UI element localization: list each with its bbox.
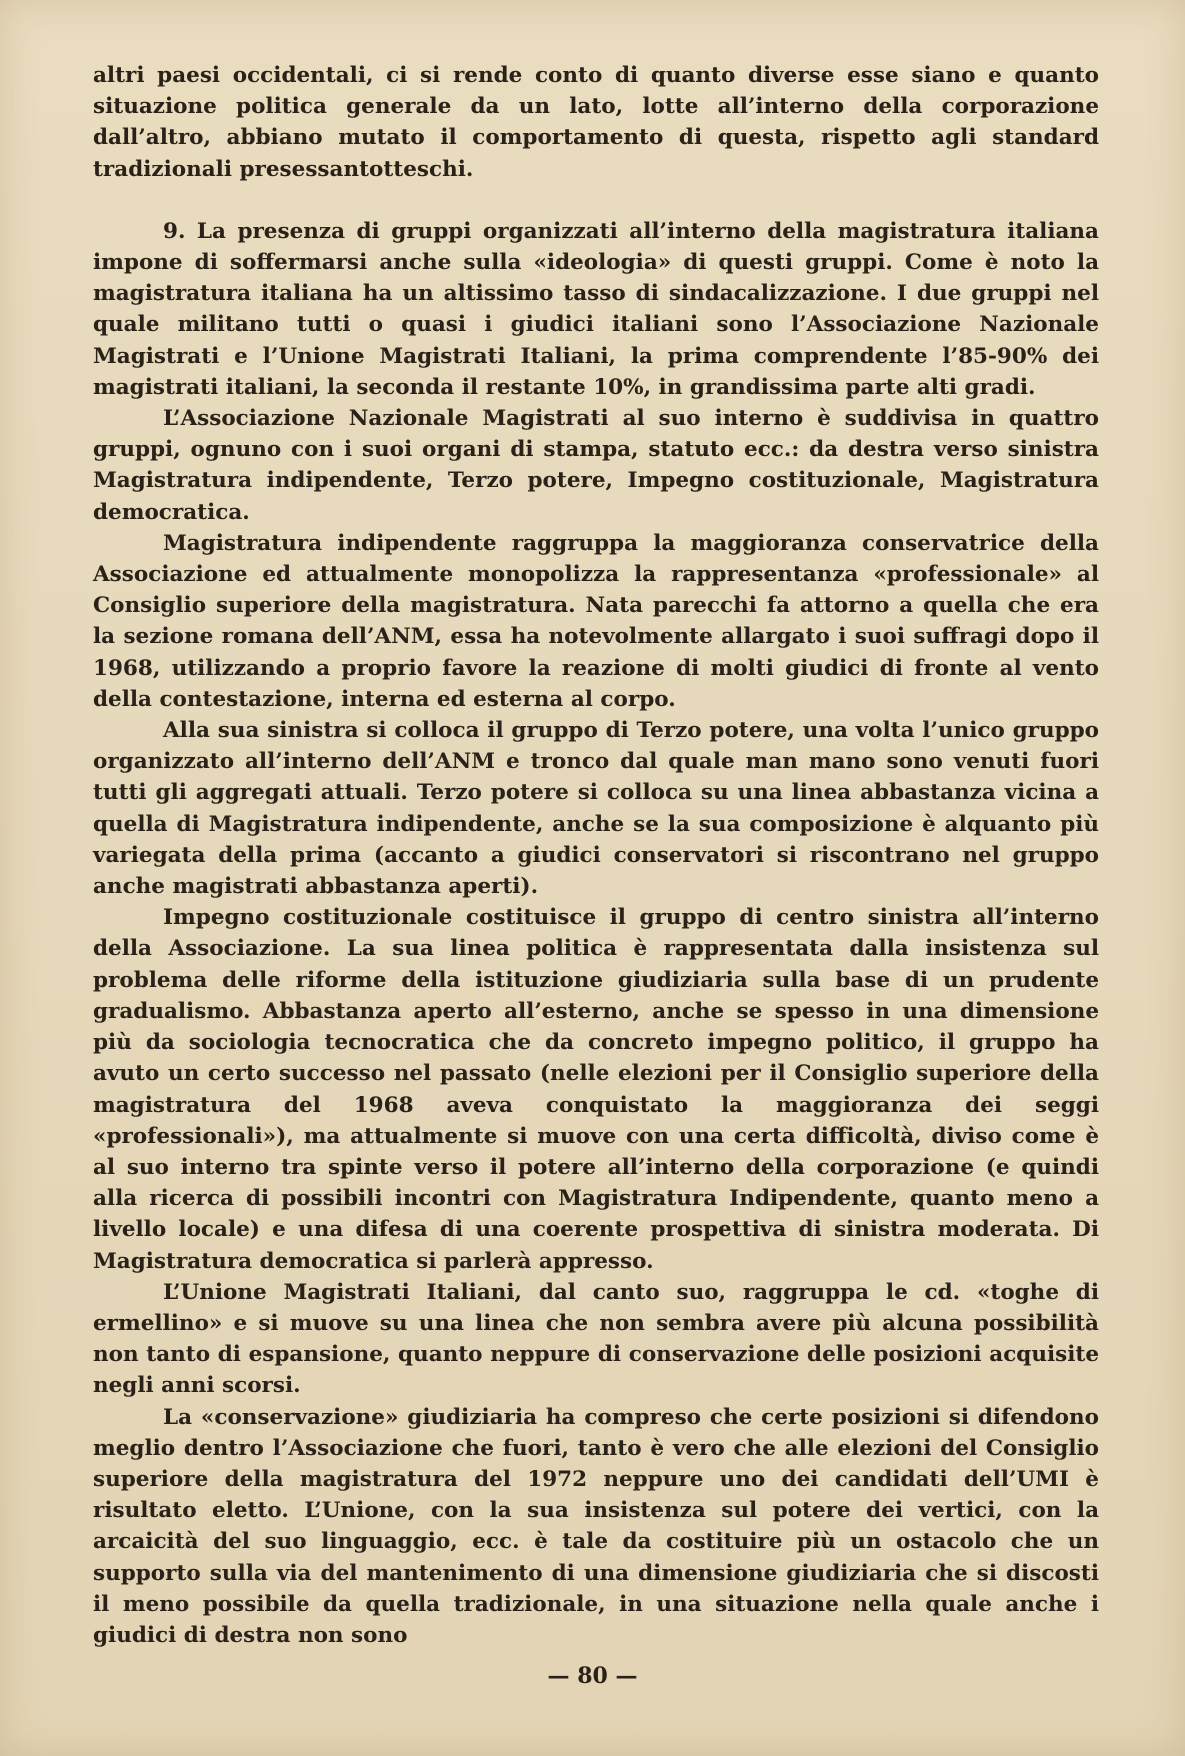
- paragraph-terzo-potere: Alla sua sinistra si colloca il gruppo di Terzo potere, una volta l’unico gruppo organizzato all’interno dell’ANM e tronco dal quale man mano sono venuti fuori tutti gli aggregati attuali. Terzo potere si colloca su una linea abbastanza vicina a quella di Magistratura indipendente, anche se la sua composizione è alquanto più variegata della prima (accanto a giudici conservatori si riscontrano nel gruppo anche magistrati abbastanza aperti).: [93, 718, 1099, 900]
- paragraph-section-9: 9. La presenza di gruppi organizzati all’interno della magistratura italiana impone di soffermarsi anche sulla «ideologia» di questi gruppi. Come è noto la magistratura italiana ha un altissimo tasso di sindacalizzazione. I due gruppi nel quale militano tutti o quasi i giudici italiani sono l’Associazione Nazionale Magistrati e l’Unione Magistrati Italiani, la prima comprendente l’85-90% dei magistrati italiani, la seconda il restante 10%, in grandissima parte alti gradi.: [93, 218, 1099, 400]
- page-number: — 80 —: [547, 1663, 638, 1689]
- paragraph-anm-groups: L’Associazione Nazionale Magistrati al suo interno è suddivisa in quattro gruppi, ognuno con i suoi organi di stampa, statuto ecc.: da destra verso sinistra Magistratura indipendente, Terzo potere, Impegno costituzionale, Magistratura democratica.: [93, 406, 1099, 525]
- paragraph-impegno-costituzionale: Impegno costituzionale costituisce il gruppo di centro sinistra all’interno della Associazione. La sua linea politica è rappresentata dalla insistenza sul problema delle riforme della istituzione giudiziaria sulla base di un prudente gradualismo. Abbastanza aperto all’esterno, anche se spesso in una dimensione più da sociologia tecnocratica che da concreto impegno politico, il gruppo ha avuto un certo successo nel passato (nelle elezioni per il Consiglio superiore della magistratura del 1968 aveva conquistato la maggioranza dei seggi «professionali»), ma attualmente si muove con una certa difficoltà, diviso come è al suo interno tra spinte verso il potere all’interno della corporazione (e quindi alla ricerca di possibili incontri con Magistratura Indipendente, quanto meno a livello locale) e una difesa di una coerente prospettiva di sinistra moderata. Di Magistratura democratica si parlerà appresso.: [93, 905, 1099, 1274]
- paragraph-magistratura-indipendente: Magistratura indipendente raggruppa la maggioranza conservatrice della Associazione ed attualmente monopolizza la rappresentanza «professionale» al Consiglio superiore della magistratura. Nata parecchi fa attorno a quella che era la sezione romana dell’ANM, essa ha notevolmente allargato i suoi suffragi dopo il 1968, utilizzando a proprio favore la reazione di molti giudici di fronte al vento della contestazione, interna ed esterna al corpo.: [93, 530, 1099, 712]
- paragraph-conservazione: La «conservazione» giudiziaria ha compreso che certe posizioni si difendono meglio dentro l’Associazione che fuori, tanto è vero che alle elezioni del Consiglio superiore della magistratura del 1972 neppure uno dei candidati dell’UMI è risultato eletto. L’Unione, con la sua insistenza sul potere dei vertici, con la arcaicità del suo linguaggio, ecc. è tale da costituire più un ostacolo che un supporto sulla via del mantenimento di una dimensione giudiziaria che si discosti il meno possibile da quella tradizionale, in una situazione nella quale anche i giudici di destra non sono: [93, 1404, 1099, 1648]
- paragraph-unione-magistrati: L’Unione Magistrati Italiani, dal canto suo, raggruppa le cd. «toghe di ermellino» e si muove su una linea che non sembra avere più alcuna possibilità non tanto di espansione, quanto neppure di conservazione delle posizioni acquisite negli anni scorsi.: [93, 1279, 1099, 1399]
- body-text: [93, 60, 1099, 1651]
- paragraph-intro-continuation: altri paesi occidentali, ci si rende conto di quanto diverse esse siano e quanto situazione politica generale da un lato, lotte all’interno della corporazione dall’altro, abbiano mutato il comportamento di questa, rispetto agli standard tradizionali presessantotteschi.: [93, 63, 1099, 182]
